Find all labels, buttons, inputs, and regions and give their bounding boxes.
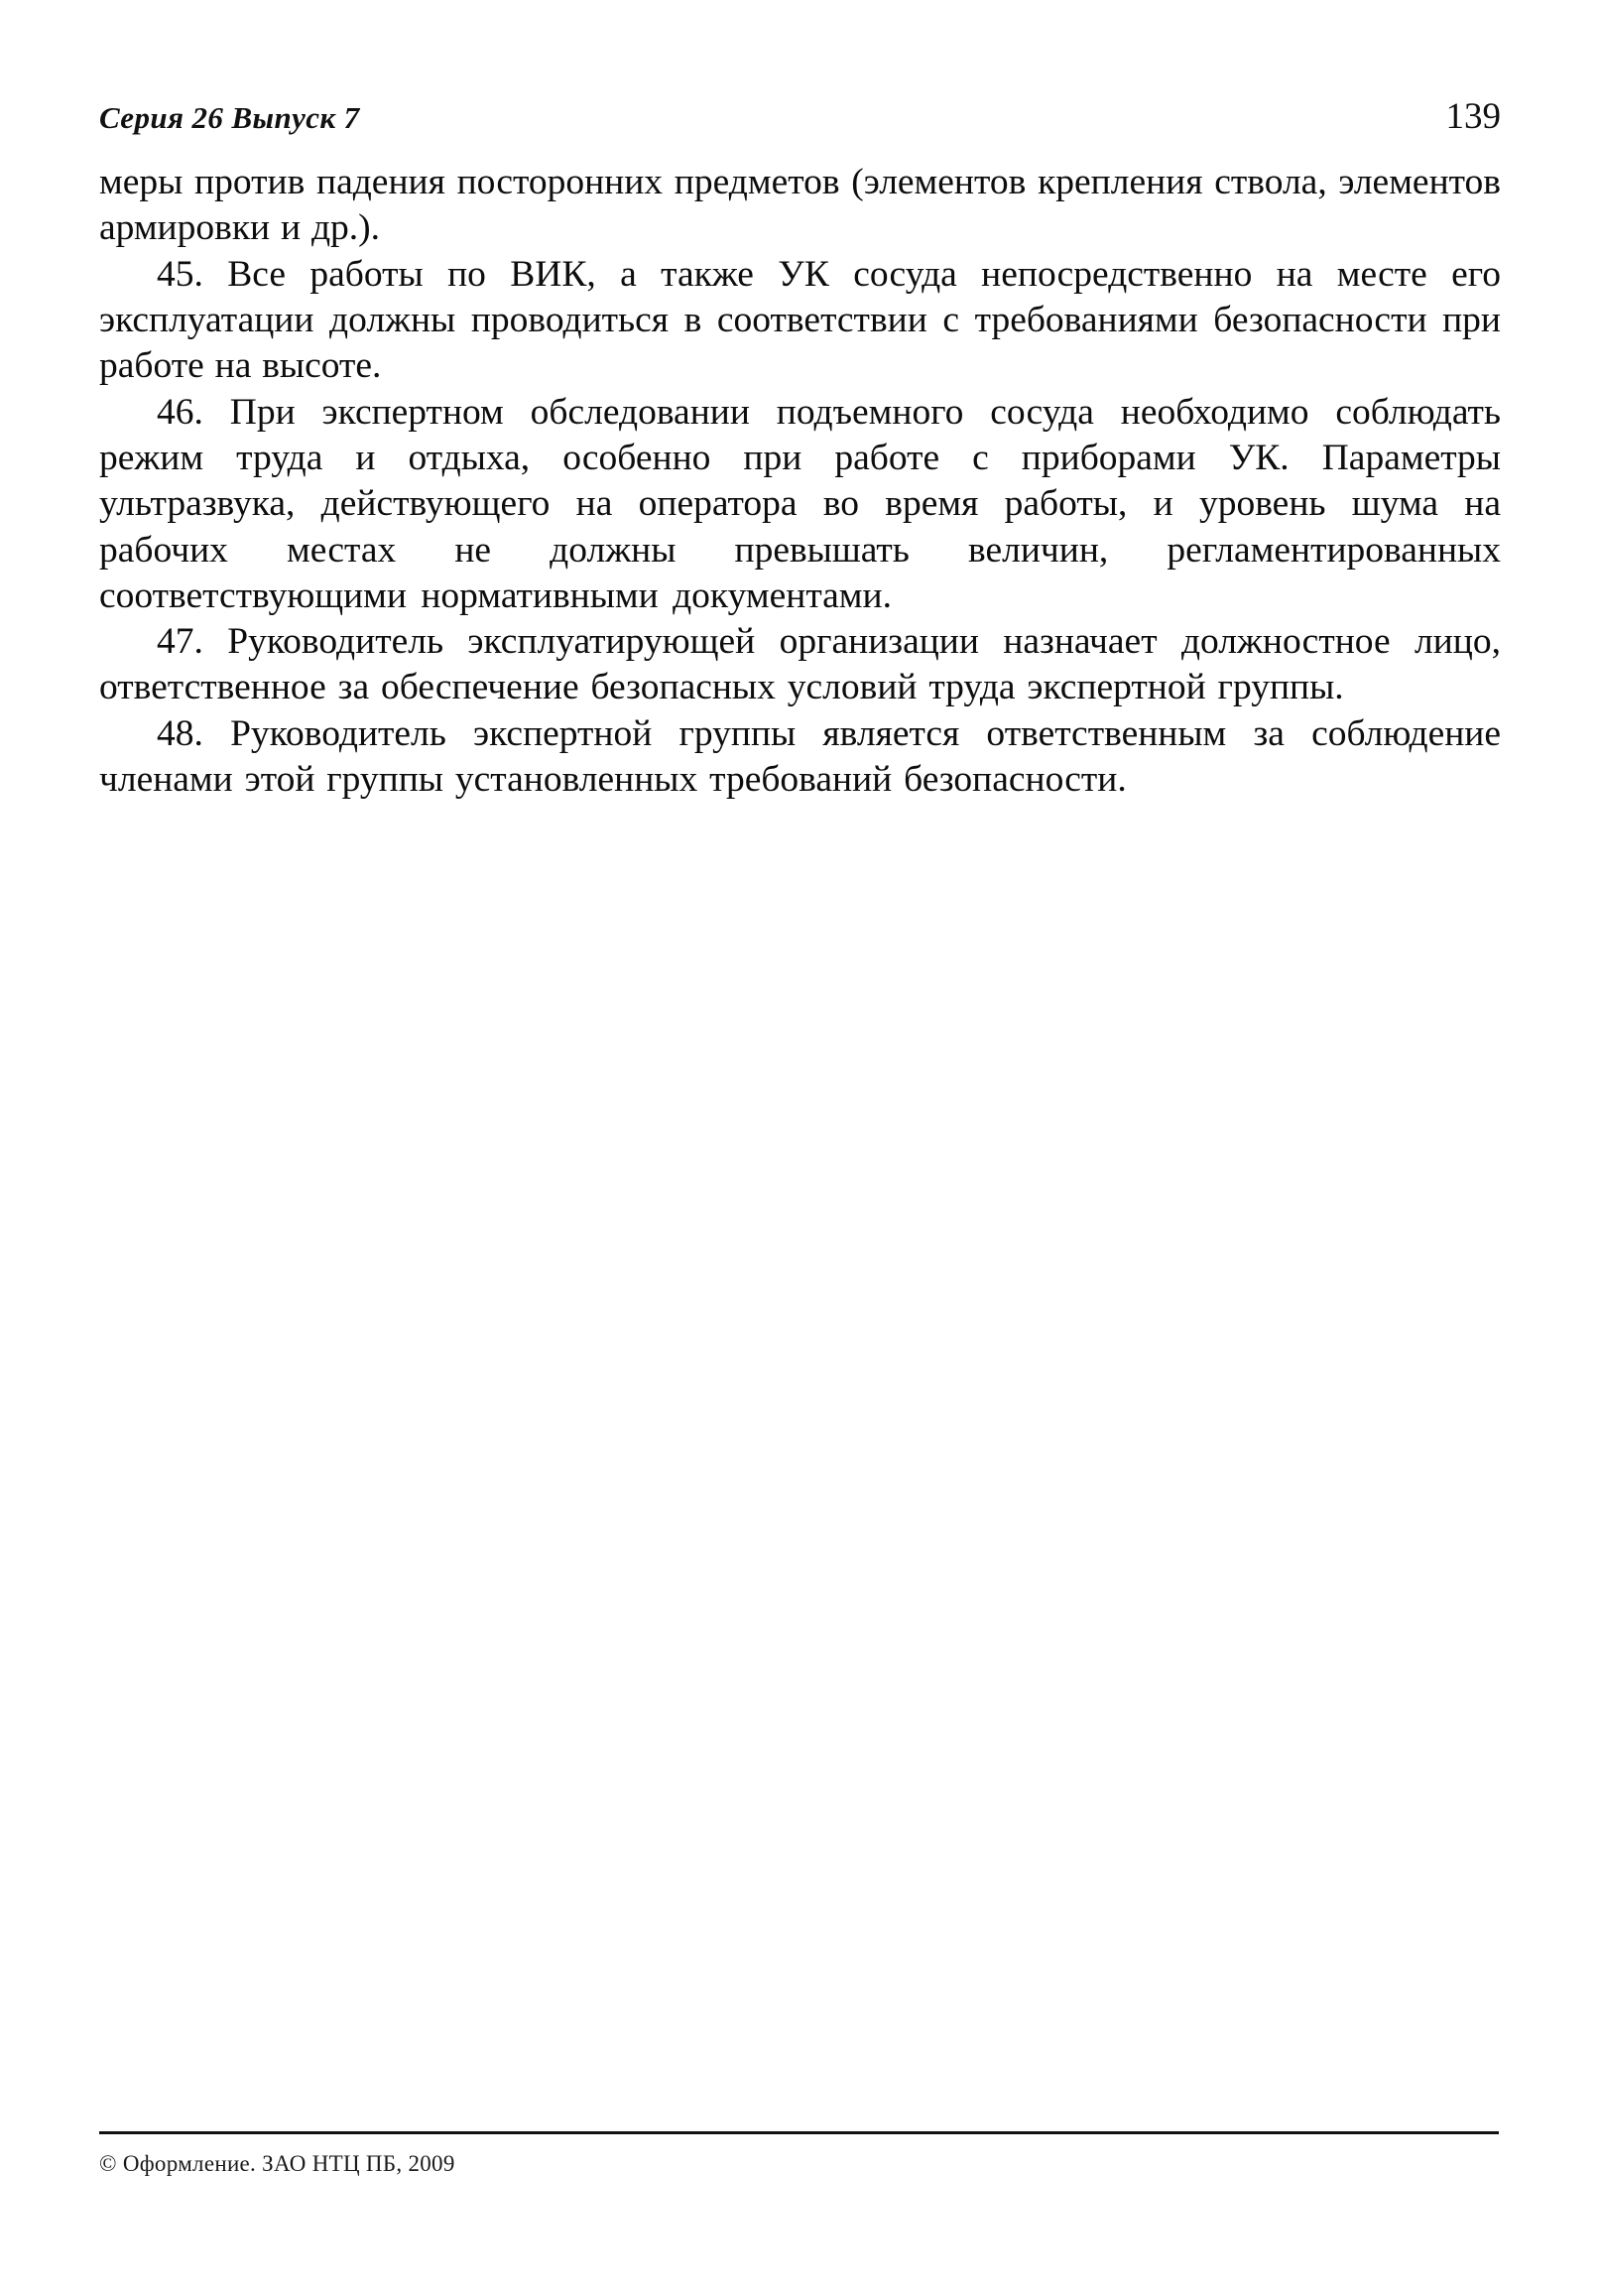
paragraph-clause-48: 48. Руководитель экспертной группы является ответственным за соблюдение членами этой группы установленных требований безопасности.: [99, 712, 1501, 801]
page-number: 139: [1445, 96, 1501, 137]
page-header: [99, 95, 1501, 138]
page-content: [99, 95, 1501, 803]
paragraph-clause-45: 45. Все работы по ВИК, а также УК сосуда непосредственно на месте его эксплуатации должны проводиться в соответствии с требованиями безопасности при работе на высоте.: [99, 253, 1501, 387]
footer-divider: [99, 2131, 1499, 2134]
series-label: Серия 26 Выпуск 7: [99, 100, 360, 135]
body-text: [99, 160, 1501, 803]
paragraph-clause-47: 47. Руководитель эксплуатирующей организации назначает должностное лицо, ответственное за обеспечение безопасных условий труда экспертной группы.: [99, 621, 1501, 708]
copyright-note: © Оформление. ЗАО НТЦ ПБ, 2009: [99, 2151, 455, 2176]
paragraph-clause-46: 46. При экспертном обследовании подъемного сосуда необходимо соблюдать режим труда и отдыха, особенно при работе с приборами УК. Параметры ультразвука, действующего на оператора во время работы, и уровень шума на рабочих местах не должны превышать величин, регламентированных соответствующими нормативными документами.: [99, 391, 1501, 616]
paragraph-continued: меры против падения посторонних предметов (элементов крепления ствола, элементов армировки и др.).: [99, 162, 1501, 249]
